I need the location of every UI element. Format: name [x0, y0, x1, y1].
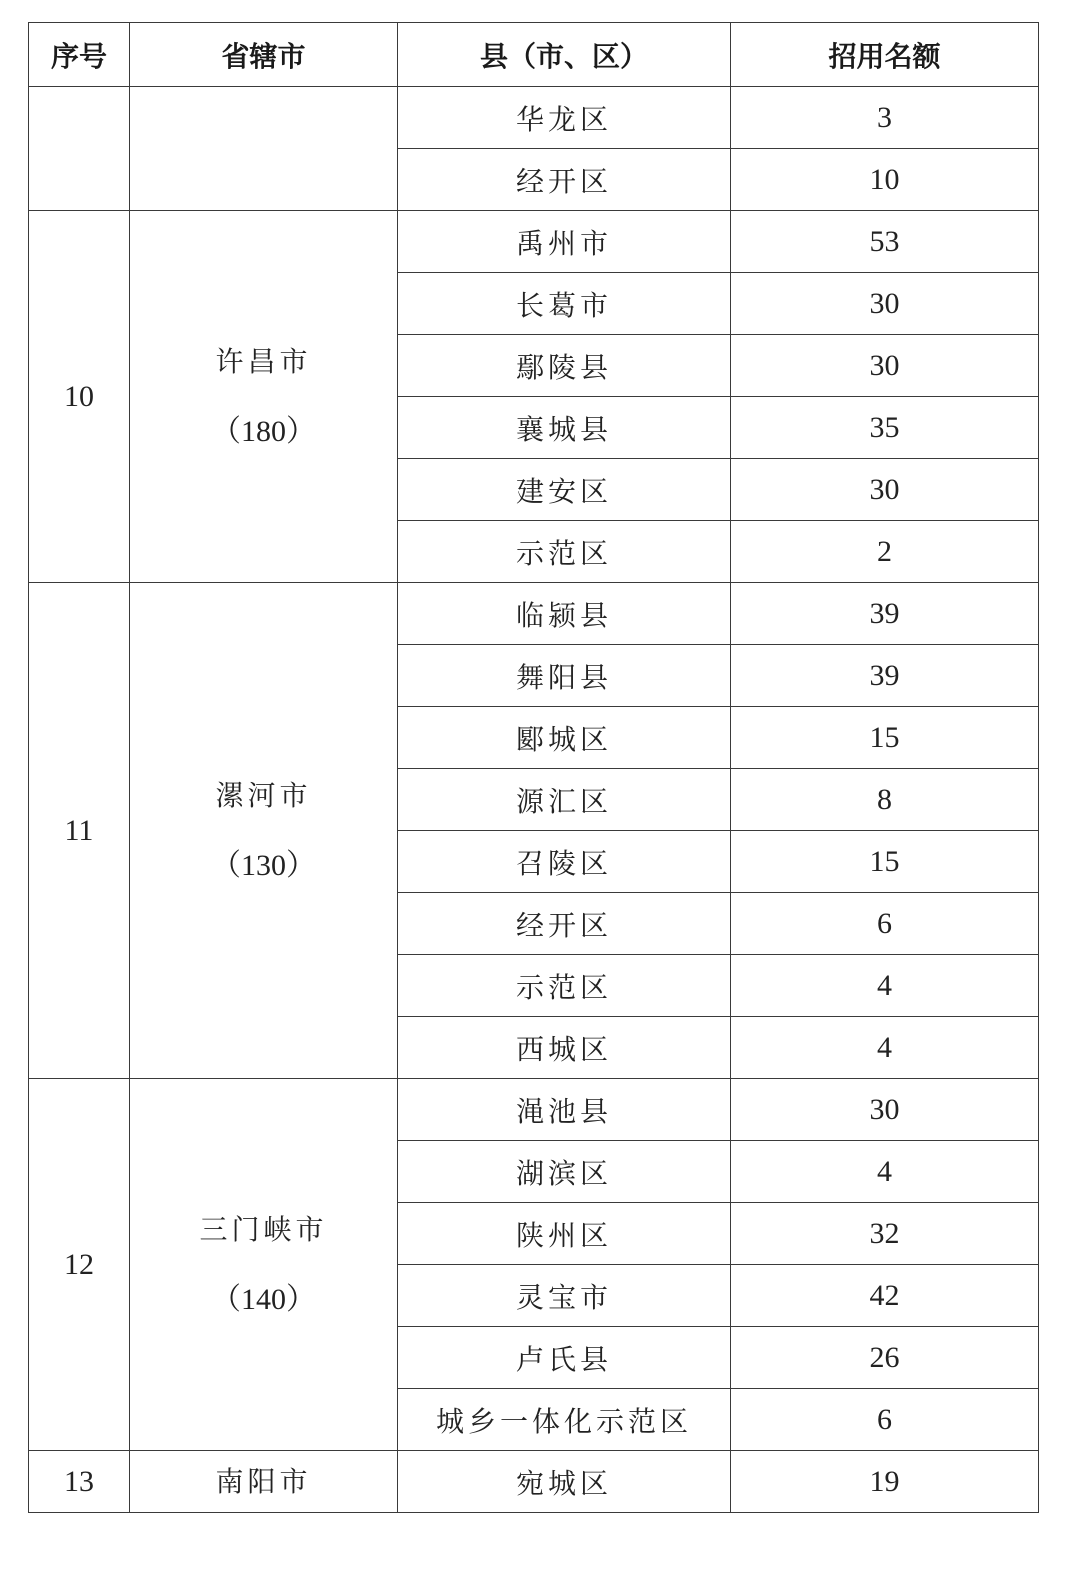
table-row: [29, 87, 1039, 149]
table-header: [29, 23, 1039, 87]
city-name: 许昌市: [215, 344, 312, 378]
quota-value: 30: [731, 273, 1039, 335]
quota-value: 4: [731, 1017, 1039, 1079]
county-name: 源汇区: [398, 769, 731, 831]
quota-value: 39: [731, 645, 1039, 707]
county-name: 鄢陵县: [398, 335, 731, 397]
city-name: 三门峡市: [199, 1212, 328, 1246]
county-name: 示范区: [398, 521, 731, 583]
city-cell: [130, 1079, 398, 1451]
table-row: [29, 211, 1039, 273]
county-name: 临颍县: [398, 583, 731, 645]
city-cell: [130, 1451, 398, 1513]
county-name: 郾城区: [398, 707, 731, 769]
quota-value: 30: [731, 335, 1039, 397]
header-row: [29, 23, 1039, 87]
county-name: 宛城区: [398, 1451, 731, 1513]
county-name: 经开区: [398, 149, 731, 211]
county-name: 襄城县: [398, 397, 731, 459]
city-cell: [130, 211, 398, 583]
quota-table: [28, 22, 1039, 1513]
table-body: [29, 87, 1039, 1513]
county-name: 华龙区: [398, 87, 731, 149]
header-city: 省辖市: [130, 23, 398, 87]
table-row: [29, 1079, 1039, 1141]
quota-value: 15: [731, 831, 1039, 893]
group-number: [29, 87, 130, 211]
quota-value: 26: [731, 1327, 1039, 1389]
city-cell: [130, 87, 398, 211]
county-name: 湖滨区: [398, 1141, 731, 1203]
county-name: 渑池县: [398, 1079, 731, 1141]
quota-value: 19: [731, 1451, 1039, 1513]
header-county: 县（市、区）: [398, 23, 731, 87]
county-name: 陕州区: [398, 1203, 731, 1265]
quota-value: 53: [731, 211, 1039, 273]
city-name: 漯河市: [215, 778, 312, 812]
header-no: 序号: [29, 23, 130, 87]
quota-value: 30: [731, 1079, 1039, 1141]
quota-value: 6: [731, 893, 1039, 955]
city-total: （130）: [211, 848, 316, 882]
county-name: 建安区: [398, 459, 731, 521]
quota-value: 6: [731, 1389, 1039, 1451]
quota-value: 3: [731, 87, 1039, 149]
quota-value: 2: [731, 521, 1039, 583]
quota-value: 32: [731, 1203, 1039, 1265]
group-number: 12: [29, 1079, 130, 1451]
county-name: 灵宝市: [398, 1265, 731, 1327]
county-name: 长葛市: [398, 273, 731, 335]
group-number: 11: [29, 583, 130, 1079]
county-name: 西城区: [398, 1017, 731, 1079]
county-name: 舞阳县: [398, 645, 731, 707]
county-name: 经开区: [398, 893, 731, 955]
city-total: （180）: [211, 414, 316, 448]
quota-value: 35: [731, 397, 1039, 459]
quota-value: 4: [731, 955, 1039, 1017]
quota-value: 4: [731, 1141, 1039, 1203]
quota-value: 10: [731, 149, 1039, 211]
group-number: 10: [29, 211, 130, 583]
city-name: 南阳市: [215, 1464, 312, 1498]
county-name: 禹州市: [398, 211, 731, 273]
header-quota: 招用名额: [731, 23, 1039, 87]
table-row: [29, 583, 1039, 645]
table-row: [29, 1451, 1039, 1513]
county-name: 卢氏县: [398, 1327, 731, 1389]
quota-value: 39: [731, 583, 1039, 645]
group-number: 13: [29, 1451, 130, 1513]
quota-value: 30: [731, 459, 1039, 521]
quota-value: 42: [731, 1265, 1039, 1327]
county-name: 示范区: [398, 955, 731, 1017]
city-cell: [130, 583, 398, 1079]
city-total: （140）: [211, 1282, 316, 1316]
quota-value: 15: [731, 707, 1039, 769]
quota-value: 8: [731, 769, 1039, 831]
county-name: 城乡一体化示范区: [398, 1389, 731, 1451]
county-name: 召陵区: [398, 831, 731, 893]
